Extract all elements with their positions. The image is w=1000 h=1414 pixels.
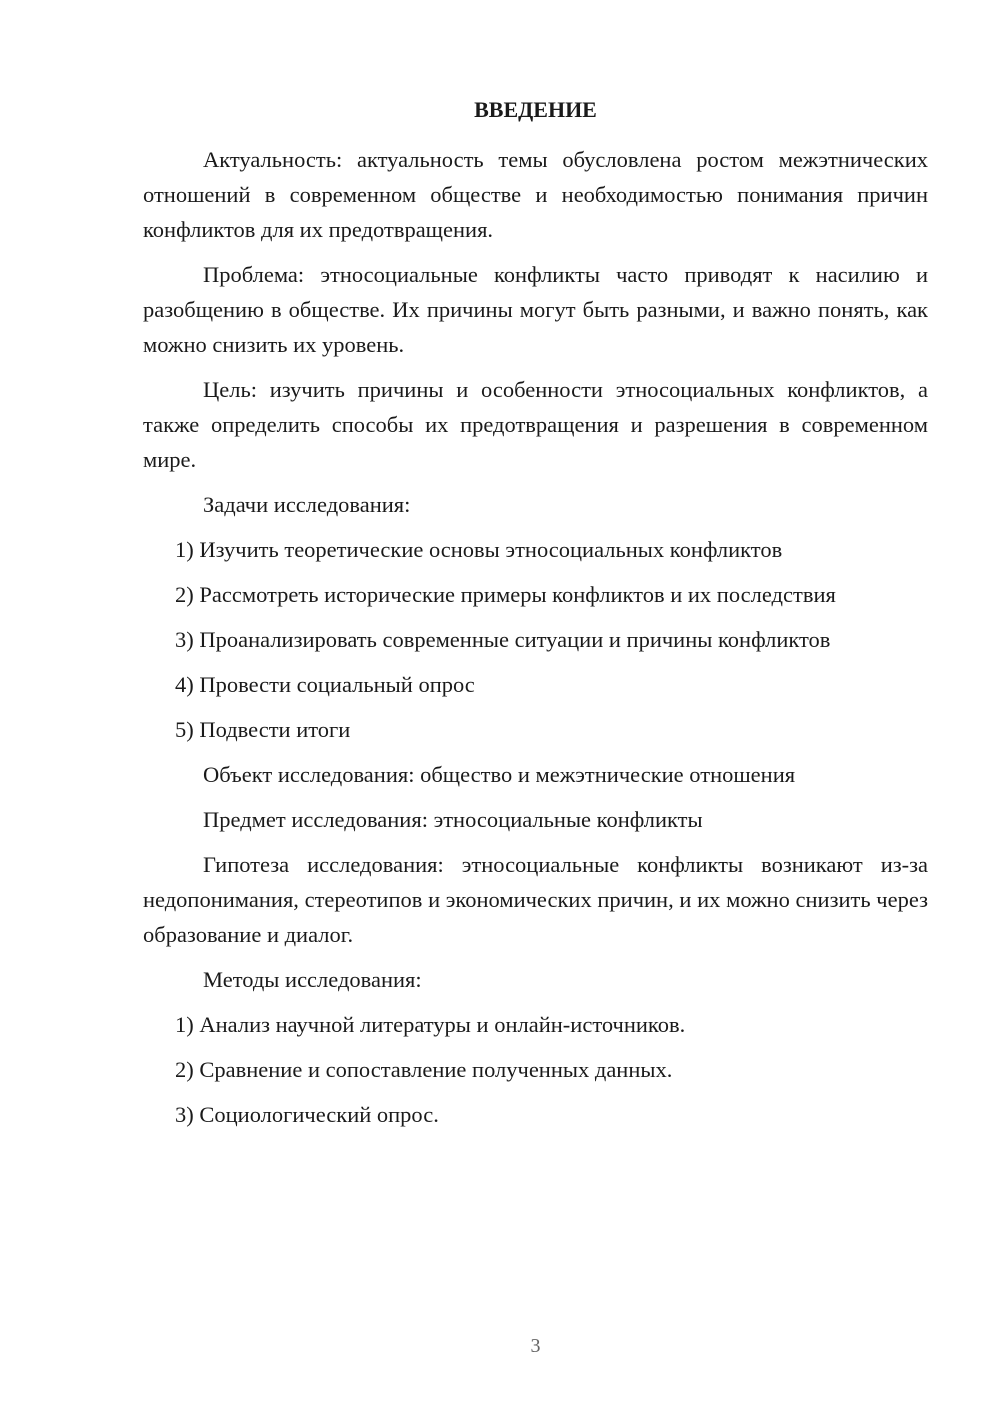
tasks-title: Задачи исследования: [203, 492, 411, 517]
methods-title: Методы исследования: [203, 967, 422, 992]
task-item: 3) Проанализировать современные ситуации и причины конфликтов [175, 627, 831, 652]
page-number: 3 [530, 1335, 541, 1357]
method-item: 2) Сравнение и сопоставление полученных данных. [175, 1057, 673, 1082]
subject-line: Предмет исследования: этносоциальные конфликты [203, 807, 703, 832]
object-line: Объект исследования: общество и межэтнические отношения [203, 762, 796, 787]
method-item: 3) Социологический опрос. [175, 1102, 439, 1127]
method-item: 1) Анализ научной литературы и онлайн-источников. [175, 1012, 686, 1037]
document-page [143, 0, 928, 1414]
task-item: 2) Рассмотреть исторические примеры конфликтов и их последствия [175, 582, 836, 607]
document-body [143, 142, 928, 1142]
page-title: ВВЕДЕНИЕ [474, 97, 597, 122]
task-item: 5) Подвести итоги [175, 717, 351, 742]
goal-paragraph: Цель: изучить причины и особенности этносоциальных конфликтов, а также определить способы их предотвращения и разрешения в современном мире. [143, 377, 928, 472]
hypothesis-paragraph: Гипотеза исследования: этносоциальные конфликты возникают из-за недопонимания, стереотипов и экономических причин, и их можно снизить через образование и диалог. [143, 852, 928, 947]
relevance-paragraph: Актуальность: актуальность темы обусловлена ростом межэтнических отношений в современном обществе и необходимостью понимания причин конфликтов для их предотвращения. [143, 147, 928, 242]
problem-paragraph: Проблема: этносоциальные конфликты часто приводят к насилию и разобщению в обществе. Их причины могут быть разными, и важно понять, как можно снизить их уровень. [143, 262, 928, 357]
task-item: 4) Провести социальный опрос [175, 672, 475, 697]
task-item: 1) Изучить теоретические основы этносоциальных конфликтов [175, 537, 783, 562]
